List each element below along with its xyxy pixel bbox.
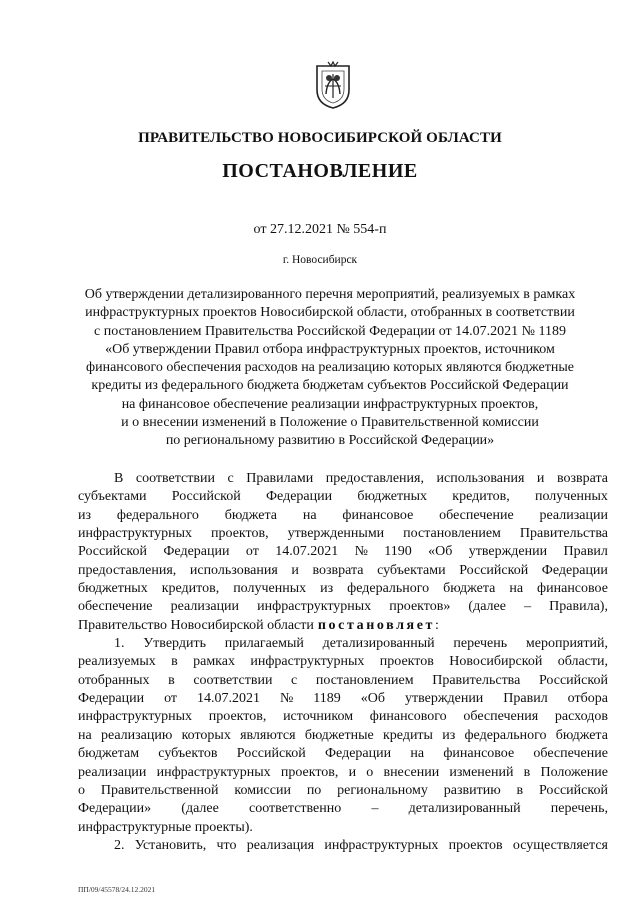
title-line: инфраструктурных проектов Новосибирской области, отобранных в соответствии xyxy=(85,305,575,321)
word: обеспечение xyxy=(78,599,153,615)
word: инфраструктурных xyxy=(250,654,365,670)
body-line xyxy=(78,782,608,800)
organization-name: ПРАВИТЕЛЬСТВО НОВОСИБИРСКОЙ ОБЛАСТИ xyxy=(138,130,502,146)
word: о xyxy=(78,782,85,798)
body-line xyxy=(78,488,608,506)
word: финансовое xyxy=(443,746,515,762)
word: из xyxy=(442,727,456,743)
word: инфраструктурных xyxy=(257,599,372,615)
word: 14.07.2021 xyxy=(197,691,260,707)
word: субъектами xyxy=(377,562,446,578)
word: проектов» xyxy=(389,599,451,615)
word: с xyxy=(227,471,234,486)
word: по xyxy=(306,782,322,798)
word: В xyxy=(114,471,124,486)
title-line: Об утверждении детализированного перечня мероприятий, реализуемых в рамках xyxy=(84,287,576,302)
body-line xyxy=(78,837,608,855)
word: Правительства xyxy=(519,526,608,542)
word: утвержденными xyxy=(287,526,385,542)
footer-code: ПП/09/45578/24.12.2021 xyxy=(78,885,156,894)
word: на xyxy=(78,727,92,743)
word: отобранных xyxy=(78,672,150,688)
word: бюджетных xyxy=(78,581,148,597)
decree-subject: Правительство Новосибирской области xyxy=(78,617,314,633)
word: предоставления, xyxy=(325,471,424,486)
word: Федерации xyxy=(78,691,145,707)
word: соответствии xyxy=(193,672,273,688)
word: бюджетам xyxy=(78,746,140,762)
word: Правилами xyxy=(246,471,314,486)
body-line xyxy=(78,525,608,543)
word: № xyxy=(354,544,368,560)
word: обеспечение xyxy=(439,507,514,523)
body-line xyxy=(78,543,608,561)
decree-colon: : xyxy=(435,617,439,633)
body-line xyxy=(78,672,608,690)
word: реализация xyxy=(246,837,315,853)
title-line: «Об утверждении Правил отбора инфраструктурных проектов, источником xyxy=(105,341,555,357)
word: в xyxy=(168,672,175,688)
word: прилагаемый xyxy=(224,636,304,652)
body-line xyxy=(78,598,608,616)
title-line: финансового обеспечения расходов на реализацию которых являются бюджетные xyxy=(86,360,574,376)
word: проектов xyxy=(379,654,434,670)
word: постановлением xyxy=(403,526,501,542)
word: в xyxy=(516,782,524,798)
word: Российской xyxy=(538,782,608,798)
word: соответствии xyxy=(135,471,215,486)
word: «Об xyxy=(428,544,453,560)
word: бюджета xyxy=(555,727,608,743)
word: Правила), xyxy=(549,599,608,615)
word: финансового xyxy=(369,709,447,725)
body-line xyxy=(78,635,608,653)
body-line xyxy=(78,562,608,580)
word: 1190 xyxy=(384,544,412,560)
word: «Об xyxy=(360,691,385,707)
word: и xyxy=(291,562,299,578)
title-line: кредиты из федерального бюджета бюджетам субъектов Российской Федерации xyxy=(91,378,569,394)
word: Федерации xyxy=(265,489,333,505)
word: реализации xyxy=(170,599,240,615)
word: проектов, xyxy=(208,709,267,725)
word: полученных xyxy=(233,581,307,597)
word: в xyxy=(523,764,531,780)
word: проектов, xyxy=(211,526,269,542)
word: Правительственной xyxy=(100,782,219,798)
word: с xyxy=(291,672,298,688)
word: обеспечения xyxy=(463,709,539,725)
body-line xyxy=(78,708,608,726)
document-type: ПОСТАНОВЛЕНИЕ xyxy=(222,160,418,182)
word: Российской xyxy=(171,489,241,505)
word: Российской xyxy=(459,562,529,578)
word: инфраструктурных xyxy=(324,837,439,853)
word: бюджетные xyxy=(304,727,374,743)
word: 14.07.2021 xyxy=(275,544,339,560)
word: утверждении xyxy=(468,544,548,560)
word: что xyxy=(216,837,237,853)
word: детализированный xyxy=(408,801,521,817)
body-line: инфраструктурные проекты). xyxy=(78,819,253,835)
word: использования xyxy=(436,471,525,486)
word: обеспечение xyxy=(533,746,608,762)
word: Российской xyxy=(78,544,147,560)
word: использования xyxy=(189,562,278,578)
body-line xyxy=(78,653,608,671)
body-line-decree xyxy=(78,617,608,635)
title-line: на финансовое обеспечение реализации инфраструктурных проектов, xyxy=(121,396,539,412)
word: в xyxy=(171,654,178,670)
word: Российской xyxy=(538,672,608,688)
word: Правительства xyxy=(432,672,521,688)
word: Новосибирской xyxy=(449,654,543,670)
body-line xyxy=(78,690,608,708)
word: инфраструктурных xyxy=(78,709,193,725)
word: являются xyxy=(240,727,296,743)
word: – xyxy=(524,599,532,615)
word: кредитов, xyxy=(161,581,220,597)
word: реализации xyxy=(539,507,608,523)
word: Правил xyxy=(563,544,608,560)
word: Установить, xyxy=(134,837,207,853)
word: – xyxy=(371,801,379,817)
body-line xyxy=(78,580,608,598)
word: на xyxy=(509,581,524,597)
word: инфраструктурных xyxy=(156,764,271,780)
word: Российской xyxy=(236,746,306,762)
word: федерального xyxy=(116,507,199,523)
word: детализированный xyxy=(322,636,435,652)
word: возврата xyxy=(556,471,608,486)
word: инфраструктурных xyxy=(78,526,193,542)
word: из xyxy=(78,507,92,523)
document-body xyxy=(78,470,608,855)
word: которых xyxy=(181,727,231,743)
word: от xyxy=(245,544,259,560)
decree-verb: постановляет xyxy=(317,617,436,633)
word: мероприятий, xyxy=(525,636,608,652)
body-line xyxy=(78,764,608,782)
word: проектов, xyxy=(280,764,339,780)
word: кредиты xyxy=(382,727,433,743)
word: из xyxy=(320,581,334,597)
body-line xyxy=(78,727,608,745)
word: реализации xyxy=(78,764,147,780)
word: области, xyxy=(557,654,608,670)
title-line: по региональному развитию в Российской Федерации» xyxy=(165,433,495,449)
word: развитию xyxy=(443,782,501,798)
coat-of-arms-icon xyxy=(313,60,353,110)
body-line xyxy=(78,800,608,818)
word: возврата xyxy=(312,562,364,578)
word: Федерации xyxy=(541,562,608,578)
word: от xyxy=(164,691,178,707)
word: полученных xyxy=(534,489,608,505)
word: региональному xyxy=(337,782,428,798)
word: о xyxy=(366,764,374,780)
word: бюджета xyxy=(224,507,277,523)
body-line xyxy=(78,470,608,488)
body-line xyxy=(78,745,608,763)
word: финансовое xyxy=(342,507,414,523)
body-line xyxy=(78,507,608,525)
word: кредитов, xyxy=(452,489,510,505)
document-title xyxy=(70,286,590,451)
word: отбора xyxy=(567,691,608,707)
word: утверждении xyxy=(404,691,484,707)
word: внесении xyxy=(383,764,440,780)
word: на xyxy=(410,746,425,762)
word: Правил xyxy=(503,691,548,707)
word: постановлением xyxy=(315,672,414,688)
word: № xyxy=(279,691,294,707)
word: федерального xyxy=(347,581,430,597)
word: предоставления, xyxy=(78,562,177,578)
word: Федерации xyxy=(163,544,230,560)
word: соответственно xyxy=(249,801,342,817)
word: и xyxy=(348,764,357,780)
word: 1. xyxy=(114,636,125,652)
word: реализацию xyxy=(100,727,173,743)
word: Положение xyxy=(540,764,608,780)
word: Федерации xyxy=(325,746,392,762)
word: рамках xyxy=(193,654,235,670)
word: и xyxy=(536,471,545,486)
word: 1189 xyxy=(313,691,341,707)
title-line: с постановлением Правительства Российской Федерации от 14.07.2021 № 1189 xyxy=(94,323,566,339)
word: федерального xyxy=(464,727,547,743)
word: на xyxy=(302,507,317,523)
word: комиссии xyxy=(234,782,291,798)
word: осуществляется xyxy=(512,837,608,853)
word: перечень xyxy=(453,636,508,652)
word: реализуемых xyxy=(78,654,156,670)
word: субъектами xyxy=(78,489,147,505)
word: финансовое xyxy=(537,581,608,597)
word: расходов xyxy=(554,709,608,725)
word: изменений xyxy=(449,764,514,780)
word: Федерации» xyxy=(78,801,152,817)
word: субъектов xyxy=(158,746,218,762)
word: (далее xyxy=(181,801,219,817)
word: источником xyxy=(283,709,354,725)
word: проектов xyxy=(448,837,503,853)
word: бюджетных xyxy=(357,489,428,505)
city-line: г. Новосибирск xyxy=(282,254,358,266)
word: Утвердить xyxy=(143,636,206,652)
word: (далее xyxy=(468,599,506,615)
date-number-line: от 27.12.2021 № 554-п xyxy=(253,222,387,237)
word: 2. xyxy=(114,837,125,853)
word: бюджета xyxy=(443,581,496,597)
title-line: и о внесении изменений в Положение о Правительственной комиссии xyxy=(121,415,539,431)
word: перечень, xyxy=(550,801,608,817)
